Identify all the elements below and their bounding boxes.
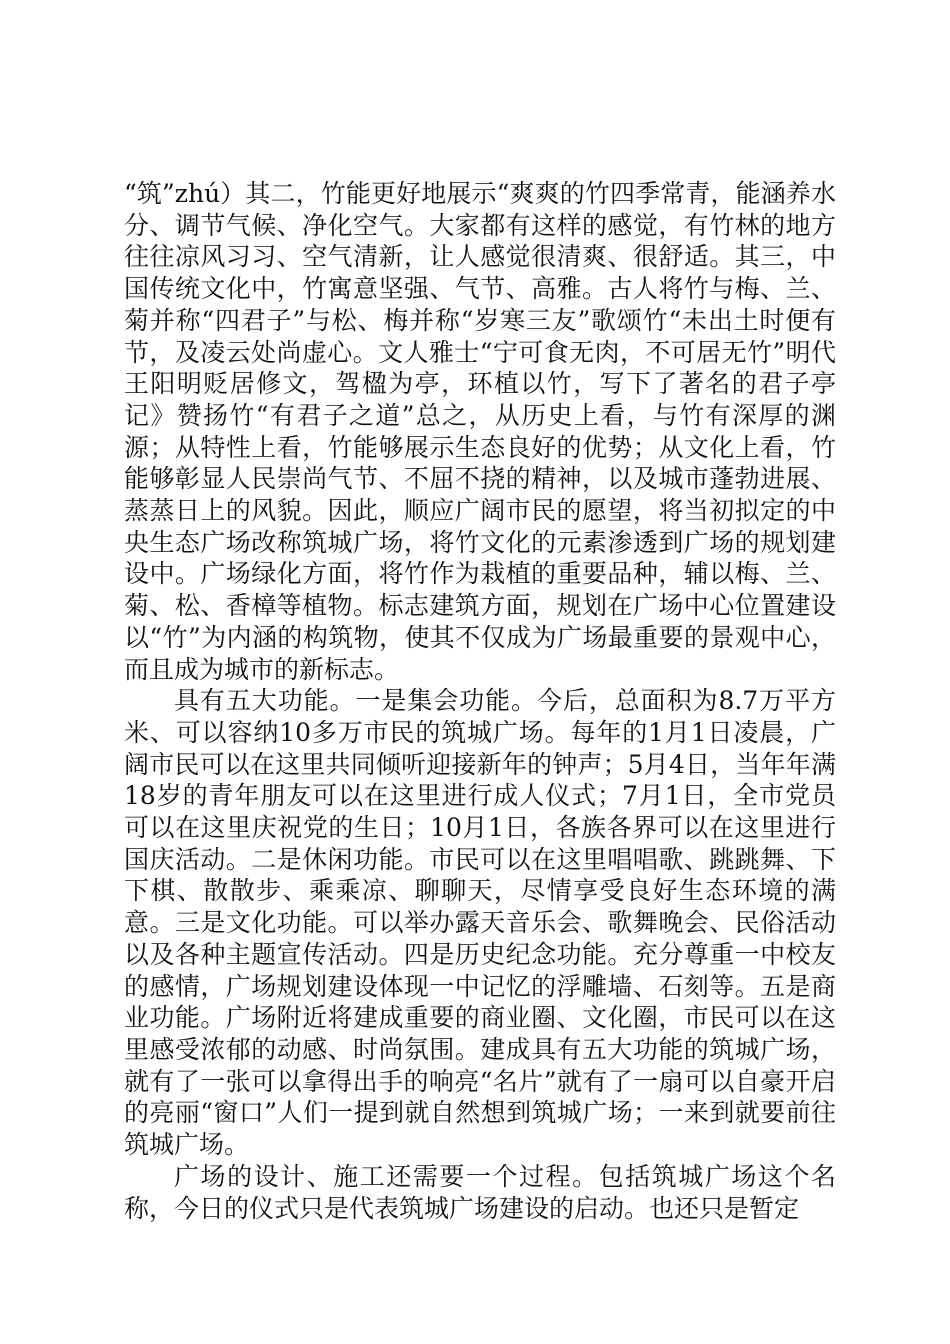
paragraph-1: “筑”zhú）其二，竹能更好地展示“爽爽的竹四季常青，能涵养水分、调节气候、净化空气。大家都有这样的感觉，有竹林的地方往往凉风习习、空气清新，让人感觉很清爽、很舒适。其三，中国传统文化中，竹寓意坚强、气节、高雅。古人将竹与梅、兰、菊并称“四君子”与松、梅并称“岁寒三友”歌颂竹“未出土时便有节，及凌云处尚虚心。文人雅士“宁可食无肉，不可居无竹”明代王阳明贬居修文，驾楹为亭，环植以竹，写下了著名的君子亭记》赞扬竹“有君子之道”总之，从历史上看，与竹有深厚的渊源；从特性上看，竹能够展示生态良好的优势；从文化上看，竹能够彰显人民崇尚气节、不屈不挠的精神，以及城市蓬勃进展、蒸蒸日上的风貌。因此，顺应广阔市民的愿望，将当初拟定的中央生态广场改称筑城广场，将竹文化的元素渗透到广场的规划建设中。广场绿化方面，将竹作为栽植的重要品种，辅以梅、兰、菊、松、香樟等植物。标志建筑方面，规划在广场中心位置建设以“竹”为内涵的构筑物，使其不仅成为广场最重要的景观中心，而且成为城市的新标志。: [124, 179, 836, 684]
document-body: [124, 178, 836, 1224]
paragraph-3: 广场的设计、施工还需要一个过程。包括筑城广场这个名称，今日的仪式只是代表筑城广场建设的启动。也还只是暂定: [124, 1161, 836, 1223]
paragraph-2: 具有五大功能。一是集会功能。今后，总面积为8.7万平方米、可以容纳10多万市民的筑城广场。每年的1月1日凌晨，广阔市民可以在这里共同倾听迎接新年的钟声；5月4日，当年年满18岁的青年朋友可以在这里进行成人仪式；7月1日，全市党员可以在这里庆祝党的生日；10月1日，各族各界可以在这里进行国庆活动。二是休闲功能。市民可以在这里唱唱歌、跳跳舞、下下棋、散散步、乘乘凉、聊聊天，尽情享受良好生态环境的满意。三是文化功能。可以举办露天音乐会、歌舞晚会、民俗活动以及各种主题宣传活动。四是历史纪念功能。充分尊重一中校友的感情，广场规划建设体现一中记忆的浮雕墙、石刻等。五是商业功能。广场附近将建成重要的商业圈、文化圈，市民可以在这里感受浓郁的动感、时尚氛围。建成具有五大功能的筑城广场，就有了一张可以拿得出手的响亮“名片”就有了一扇可以自豪开启的亮丽“窗口”人们一提到就自然想到筑城广场；一来到就要前往筑城广场。: [124, 686, 836, 1160]
